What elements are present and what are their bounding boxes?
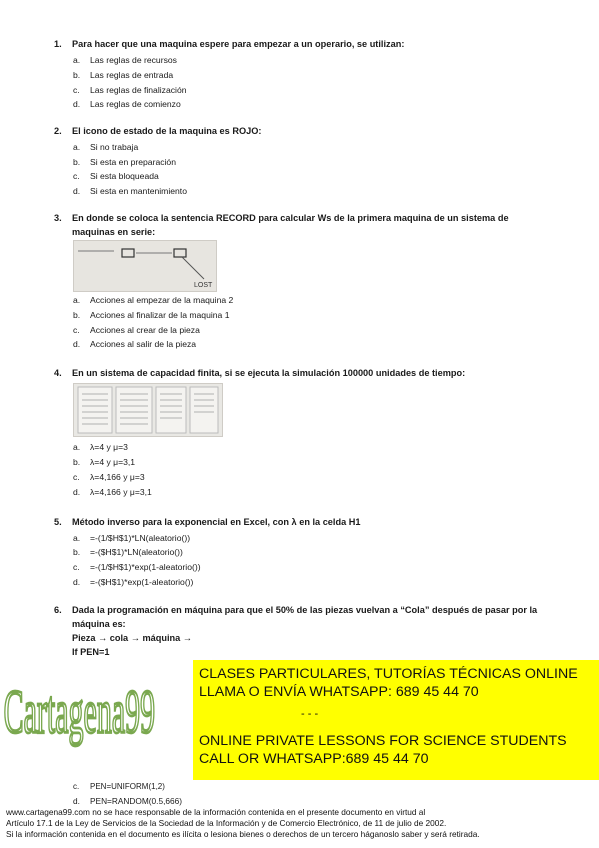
question-3-diagram-image — [73, 240, 217, 292]
banner-line-1: CLASES PARTICULARES, TUTORÍAS TÉCNICAS ONLINE — [199, 666, 578, 682]
banner-line-4: CALL OR WHATSAPP:689 45 44 70 — [199, 751, 429, 767]
banner-line-3: ONLINE PRIVATE LESSONS FOR SCIENCE STUDENTS — [199, 733, 567, 749]
lost-label: LOST — [194, 282, 213, 289]
question-4-table-image — [73, 383, 223, 437]
machine-flow-diagram — [74, 241, 216, 291]
logo-text: Cartagena99 — [3, 676, 156, 747]
cartagena99-logo — [0, 655, 193, 770]
footer-line-1: www.cartagena99.com no se hace responsable de la información contenida en el presente documento en virtud al — [6, 807, 426, 817]
logo-graphic — [0, 655, 193, 770]
banner-separator: - - - — [301, 708, 319, 720]
footer-line-2: Artículo 17.1 de la Ley de Servicios de la Sociedad de la Información y de Comercio Electrónico, de 11 de julio de 2002. — [6, 818, 447, 828]
banner-line-2: LLAMA O ENVÍA WHATSAPP: 689 45 44 70 — [199, 684, 479, 700]
advert-banner[interactable] — [193, 660, 599, 780]
footer-line-3: Si la información contenida en el documento es ilícita o lesiona bienes o derechos de un tercero háganoslo saber y será retirada. — [6, 829, 480, 839]
spreadsheet-photo — [74, 384, 222, 436]
